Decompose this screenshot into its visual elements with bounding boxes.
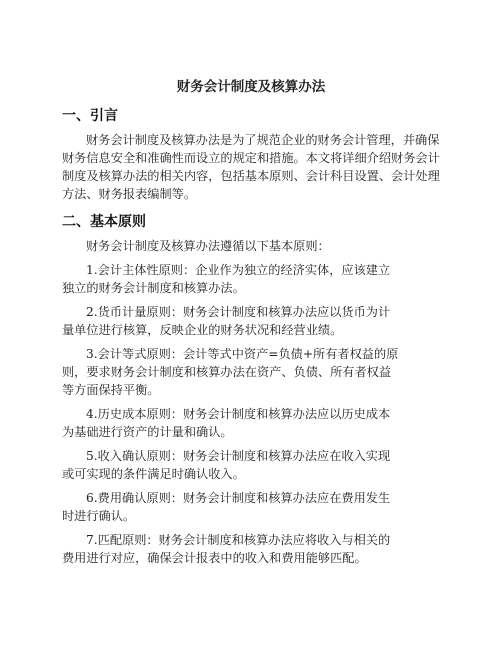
principle-item bbox=[62, 447, 440, 483]
principle-line: 1.会计主体性原则：企业作为独立的经济实体，应该建立 bbox=[86, 263, 391, 277]
principle-item bbox=[62, 261, 440, 297]
principle-line: 等方面保持平衡。 bbox=[62, 383, 160, 397]
principle-line: 则，要求财务会计制度和核算办法在资产、负债、所有者权益 bbox=[62, 365, 392, 379]
document-title: 财务会计制度及核算办法 bbox=[176, 79, 326, 95]
principle-line: 量单位进行核算，反映企业的财务状况和经营业绩。 bbox=[62, 323, 343, 337]
principle-line: 或可实现的条件满足时确认收入。 bbox=[62, 467, 245, 481]
introduction-paragraph: 财务会计制度及核算办法是为了规范企业的财务会计管理，并确保财务信息安全和准确性而设立的规定和措施。本文将详细介绍财务会计制度及核算办法的相关内容，包括基本原则、会计科目设置、会计处理方法、财务报表编制等。 bbox=[62, 133, 440, 201]
principle-line: 7.匹配原则：财务会计制度和核算办法应将收入与相关的 bbox=[86, 533, 391, 547]
principle-line: 3.会计等式原则：会计等式中资产=负债+所有者权益的原 bbox=[86, 347, 399, 361]
principle-item bbox=[62, 303, 440, 339]
principle-item bbox=[62, 405, 440, 441]
principle-line: 独立的财务会计制度和核算办法。 bbox=[62, 281, 245, 295]
principle-item bbox=[62, 489, 440, 525]
principle-line: 6.费用确认原则：财务会计制度和核算办法应在费用发生 bbox=[86, 491, 391, 505]
section-heading-basic-principles: 二、基本原则 bbox=[62, 214, 146, 230]
section-heading-introduction: 一、引言 bbox=[62, 108, 118, 124]
principle-line: 时进行确认。 bbox=[62, 509, 136, 523]
principle-line: 5.收入确认原则：财务会计制度和核算办法应在收入实现 bbox=[86, 449, 391, 463]
principle-line: 4.历史成本原则：财务会计制度和核算办法应以历史成本 bbox=[86, 407, 391, 421]
principle-line: 为基础进行资产的计量和确认。 bbox=[62, 425, 233, 439]
principle-line: 2.货币计量原则：财务会计制度和核算办法应以货币为计 bbox=[86, 305, 391, 319]
principle-line: 费用进行对应，确保会计报表中的收入和费用能够匹配。 bbox=[62, 551, 367, 565]
principle-item bbox=[62, 345, 440, 399]
principle-item bbox=[62, 531, 440, 567]
principles-intro: 财务会计制度及核算办法遵循以下基本原则： bbox=[86, 239, 330, 253]
